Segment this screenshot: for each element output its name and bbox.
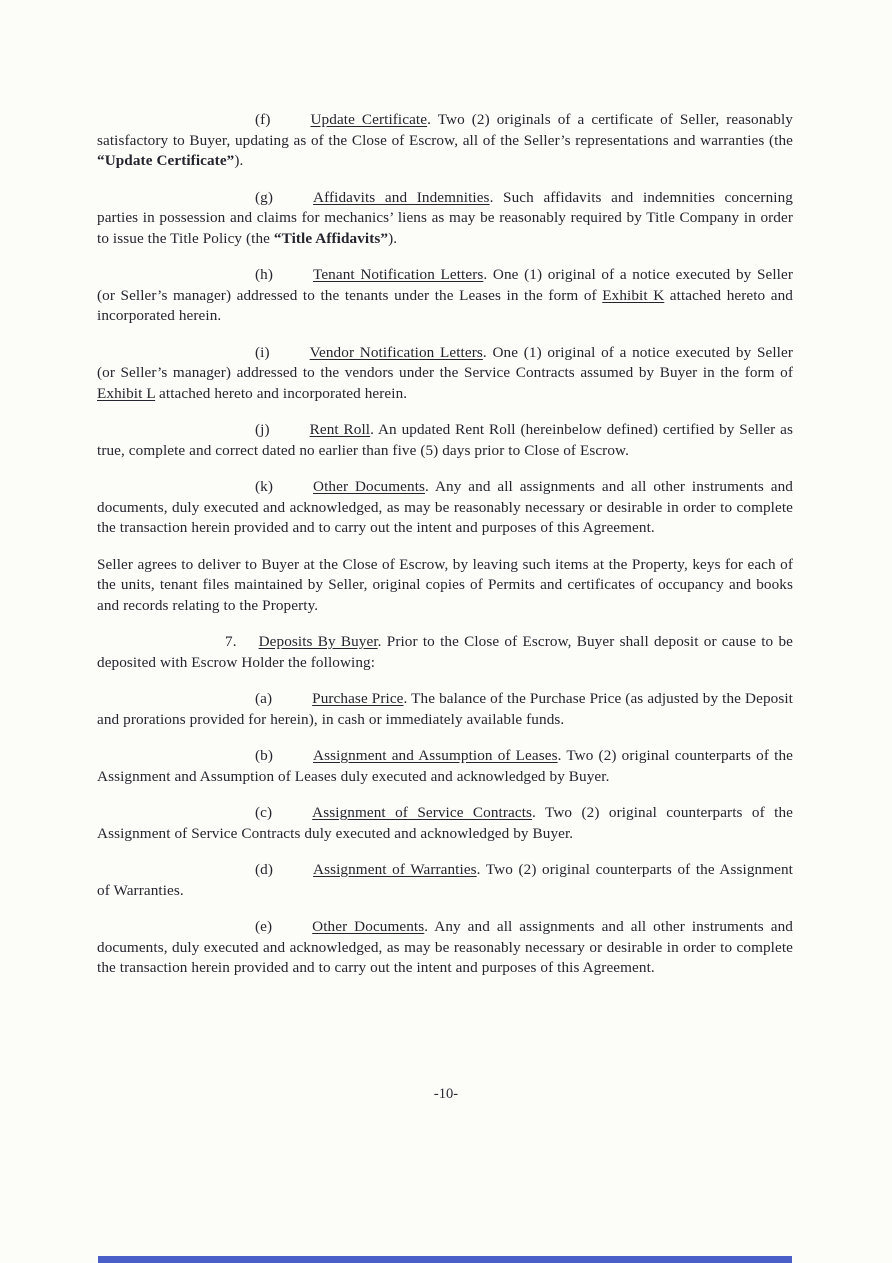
text-run: . The balance of the Purchase Price (as adjusted by the Deposit and prorations provided for herein), in cash or immediately available funds. — [97, 690, 793, 728]
clause-heading: Other Documents — [313, 478, 426, 495]
clause-marker: (e) — [255, 918, 273, 935]
defined-term: “Title Affidavits” — [273, 229, 389, 247]
clause-marker: (a) — [255, 690, 273, 707]
defined-term: “Update Certificate” — [97, 152, 235, 169]
text-run: . An updated Rent Roll (hereinbelow defined) certified by Seller as true, complete and correct dated no earlier than five (5) days prior to Close of Escrow. — [97, 421, 793, 459]
text-run: . Two (2) originals of a certificate of Seller, reasonably satisfactory to Buyer, updating as of the Close of Escrow, all of the Seller’s representations and warranties (the — [97, 111, 793, 149]
text-run: . Two (2) original counterparts of the Assignment of Service Contracts duly executed and acknowledged by Buyer. — [97, 804, 793, 842]
clause-heading: Rent Roll — [309, 421, 371, 438]
text-run: . One (1) original of a notice executed by Seller (or Seller’s manager) addressed to the tenants under the Leases in the form of — [97, 266, 793, 304]
clause-heading: Tenant Notification Letters — [313, 266, 484, 283]
document-body — [97, 110, 793, 995]
clause-marker: (h) — [255, 266, 274, 283]
paragraph — [97, 265, 793, 327]
paragraph — [97, 917, 793, 979]
text-run: ). — [234, 152, 244, 169]
text-run: . Two (2) original counterparts of the Assignment of Warranties. — [97, 861, 793, 899]
paragraph — [97, 420, 793, 461]
paragraph — [97, 632, 793, 673]
paragraph — [97, 860, 793, 901]
scan-artifact-bar — [98, 1256, 792, 1263]
text-run: . Any and all assignments and all other instruments and documents, duly executed and acknowledged, as may be reasonably necessary or desirable in order to complete the transaction herein provided and to carry out the intent and purposes of this Agreement. — [97, 478, 793, 536]
clause-heading: Exhibit L — [97, 384, 156, 402]
paragraph — [97, 110, 793, 172]
clause-heading: Vendor Notification Letters — [309, 343, 483, 361]
clause-marker: (j) — [255, 421, 270, 438]
clause-heading: Update Certificate — [310, 111, 428, 128]
clause-heading: Assignment of Service Contracts — [312, 804, 533, 821]
paragraph — [97, 343, 793, 405]
text-run: attached hereto and incorporated herein. — [155, 384, 408, 402]
text-run: . Prior to the Close of Escrow, Buyer shall deposit or cause to be deposited with Escrow Holder the following: — [97, 633, 793, 671]
clause-marker: 7. — [225, 633, 237, 650]
clause-marker: (i) — [255, 343, 270, 361]
paragraph — [97, 689, 793, 730]
paragraph — [97, 803, 793, 844]
page-number: -10- — [433, 1086, 459, 1102]
paragraph — [97, 555, 793, 617]
text-run: Seller agrees to deliver to Buyer at the Close of Escrow, by leaving such items at the Property, keys for each of the units, tenant files maintained by Seller, original copies of Permits and certificates of occupancy and books and records relating to the Property. — [97, 555, 793, 614]
text-run: . Such affidavits and indemnities concerning parties in possession and claims for mechanics’ liens as may be reasonably required by Title Company in order to issue the Title Policy (the — [97, 188, 793, 247]
clause-heading: Assignment of Warranties — [313, 861, 477, 878]
clause-marker: (b) — [255, 747, 274, 764]
clause-heading: Exhibit K — [602, 286, 665, 304]
clause-marker: (g) — [255, 188, 274, 206]
clause-heading: Assignment and Assumption of Leases — [313, 747, 558, 764]
clause-heading: Purchase Price — [312, 690, 404, 707]
clause-heading: Affidavits and Indemnities — [313, 188, 490, 206]
paragraph — [97, 477, 793, 539]
text-run: . One (1) original of a notice executed by Seller (or Seller’s manager) addressed to the vendors under the Service Contracts assumed by Buyer in the form of — [97, 343, 793, 381]
clause-marker: (f) — [255, 111, 271, 128]
text-run: . Any and all assignments and all other instruments and documents, duly executed and acknowledged, as may be reasonably necessary or desirable in order to complete the transaction herein provided and to carry out the intent and purposes of this Agreement. — [97, 918, 793, 976]
text-run: . Two (2) original counterparts of the Assignment and Assumption of Leases duly executed and acknowledged by Buyer. — [97, 747, 793, 785]
text-run: ). — [388, 229, 398, 247]
paragraph — [97, 188, 793, 250]
text-run: attached hereto and incorporated herein. — [97, 286, 793, 324]
clause-heading: Deposits By Buyer — [258, 633, 378, 650]
paragraph — [97, 746, 793, 787]
clause-marker: (d) — [255, 861, 274, 878]
clause-heading: Other Documents — [312, 918, 425, 935]
clause-marker: (c) — [255, 804, 273, 821]
clause-marker: (k) — [255, 478, 274, 495]
